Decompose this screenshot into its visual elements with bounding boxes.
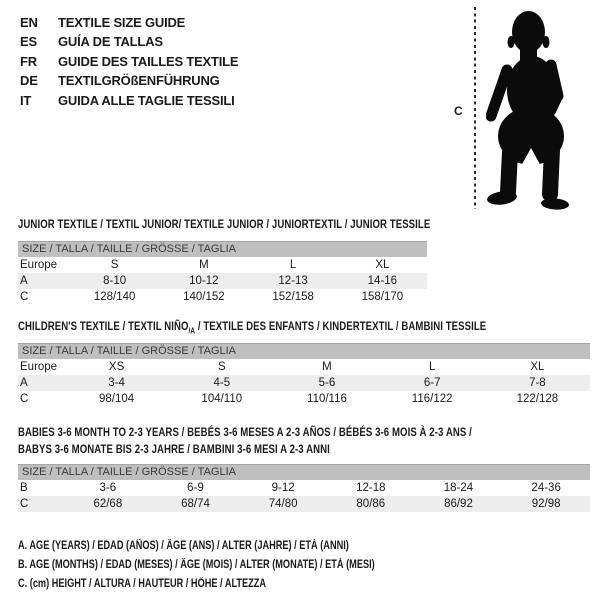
- cell-value: 6-9: [187, 481, 204, 494]
- cell-value: 3-6: [99, 481, 117, 494]
- language-code: IT: [20, 92, 32, 108]
- table-row-height: [18, 496, 590, 512]
- junior-table-title: [18, 216, 533, 233]
- title-pre: CHILDREN'S TEXTILE / TEXTIL NIÑO: [18, 319, 189, 333]
- cell-value: 5-6: [274, 375, 379, 391]
- cell-value: XL: [375, 258, 390, 271]
- babies-title-line2: BABYS 3-6 MONATE BIS 2-3 JAHRE / BAMBINI 3-6 MESI A 2-3 ANNI: [18, 442, 330, 456]
- table-row-height: [18, 391, 590, 407]
- toddler-silhouette-image: [486, 2, 586, 214]
- cell-value: 158/170: [361, 290, 404, 303]
- cell-value: S: [110, 258, 119, 271]
- row-label: C: [18, 496, 64, 512]
- row-label: C: [20, 392, 29, 405]
- footnote-text: C. (cm) HEIGHT / ALTURA / HAUTEUR / HÖHE / ALTEZZA: [18, 578, 267, 590]
- cell-value: 8-10: [70, 273, 159, 289]
- cell-value: M: [322, 360, 332, 373]
- cell-value: S: [217, 360, 226, 373]
- cell-value: 86/92: [415, 496, 503, 512]
- cell-value: 122/128: [516, 392, 559, 405]
- language-label: TEXTILGRÖßENFÜHRUNG: [58, 73, 220, 89]
- cell-value: 62/68: [64, 496, 152, 512]
- cell-value: 3-4: [64, 375, 169, 391]
- cell-value: 116/122: [411, 392, 453, 405]
- cell-value: 10-12: [159, 273, 248, 289]
- row-label: Europe: [20, 258, 58, 271]
- babies-size-table: [18, 464, 590, 512]
- babies-table-title: [18, 424, 585, 458]
- height-dashed-line: [474, 7, 476, 209]
- row-label: C: [20, 290, 29, 303]
- cell-value: XS: [108, 360, 125, 373]
- row-label: Europe: [20, 360, 58, 373]
- table-row-europe: [18, 257, 427, 273]
- size-header-bar: [18, 465, 590, 480]
- cell-value: 68/74: [152, 496, 240, 512]
- footnote-age-years: [18, 537, 464, 556]
- children-size-table: [18, 343, 590, 407]
- cell-value: 24-36: [531, 481, 561, 494]
- cell-value: 6-7: [380, 375, 485, 391]
- footnote-text: B. AGE (MONTHS) / EDAD (MESES) / ÂGE (MOIS) / ALTER (MONATE) / ETÀ (MESI): [18, 559, 375, 571]
- cell-value: 12-13: [249, 273, 338, 289]
- cell-value: 98/104: [99, 392, 135, 405]
- language-label: GUÍA DE TALLAS: [58, 34, 163, 50]
- footnote-height: [18, 575, 464, 594]
- language-list: [20, 13, 238, 110]
- language-row-en: [20, 13, 238, 32]
- row-label: A: [18, 375, 64, 391]
- cell-value: 140/152: [183, 290, 225, 303]
- junior-table-title-text: JUNIOR TEXTILE / TEXTIL JUNIOR/ TEXTILE JUNIOR / JUNIORTEXTIL / JUNIOR TESSILE: [18, 217, 431, 231]
- footnote-age-months: [18, 556, 464, 575]
- height-marker-label: C: [454, 104, 463, 118]
- cell-value: XL: [530, 360, 545, 373]
- footnote-text: A. AGE (YEARS) / EDAD (AÑOS) / ÂGE (ANS) / ALTER (JAHRE) / ETÀ (ANNI): [18, 540, 349, 552]
- children-table-title-text: [18, 318, 486, 339]
- language-row-de: [20, 71, 238, 90]
- size-header-bar: [18, 242, 427, 257]
- cell-value: L: [289, 258, 297, 271]
- language-code: EN: [20, 15, 38, 30]
- cell-value: M: [199, 258, 209, 271]
- language-label: TEXTILE SIZE GUIDE: [58, 15, 186, 30]
- children-table-title: [18, 318, 600, 339]
- cell-value: 14-16: [338, 273, 427, 289]
- language-row-fr: [20, 52, 238, 71]
- cell-value: 74/80: [239, 496, 327, 512]
- cell-value: 9-12: [271, 481, 295, 494]
- table-row-age: [18, 375, 590, 391]
- size-header-bar: [18, 344, 590, 359]
- cell-value: L: [428, 360, 436, 373]
- title-post: / TEXTILE DES ENFANTS / KINDERTEXTIL / BAMBINI TESSILE: [195, 319, 487, 333]
- babies-title-line1: BABIES 3-6 MONTH TO 2-3 YEARS / BEBÉS 3-6 MESES A 2-3 AÑOS / BÉBÉS 3-6 MOIS À 2-3 ANS /: [18, 425, 472, 439]
- cell-value: 92/98: [502, 496, 590, 512]
- language-row-it: [20, 91, 238, 110]
- language-label: GUIDA ALLE TAGLIE TESSILI: [58, 92, 235, 108]
- size-header-label: SIZE / TALLA / TAILLE / GRÖSSE / TAGLIA: [18, 242, 427, 257]
- language-code: DE: [20, 73, 38, 89]
- size-header-label: SIZE / TALLA / TAILLE / GRÖSSE / TAGLIA: [18, 344, 590, 359]
- junior-size-table: [18, 241, 427, 305]
- table-row-age: [18, 273, 427, 289]
- footnotes: [18, 537, 464, 594]
- cell-value: 18-24: [443, 481, 474, 494]
- language-code: ES: [20, 34, 37, 50]
- table-row-height: [18, 289, 427, 305]
- cell-value: 12-18: [356, 481, 386, 494]
- cell-value: 110/116: [307, 392, 347, 405]
- language-row-es: [20, 32, 238, 51]
- table-row-europe: [18, 359, 590, 375]
- title-sub-text: /A: [188, 326, 196, 336]
- cell-value: 152/158: [272, 290, 314, 303]
- row-label: B: [20, 481, 28, 494]
- cell-value: 80/86: [327, 496, 415, 512]
- language-label: GUIDE DES TAILLES TEXTILE: [58, 53, 239, 69]
- cell-value: 104/110: [201, 392, 243, 405]
- table-row-age-months: [18, 480, 590, 496]
- row-label: A: [18, 273, 70, 289]
- cell-value: 7-8: [485, 375, 590, 391]
- language-code: FR: [20, 53, 37, 69]
- size-header-label: SIZE / TALLA / TAILLE / GRÖSSE / TAGLIA: [18, 465, 590, 480]
- cell-value: 4-5: [169, 375, 274, 391]
- cell-value: 128/140: [93, 290, 136, 303]
